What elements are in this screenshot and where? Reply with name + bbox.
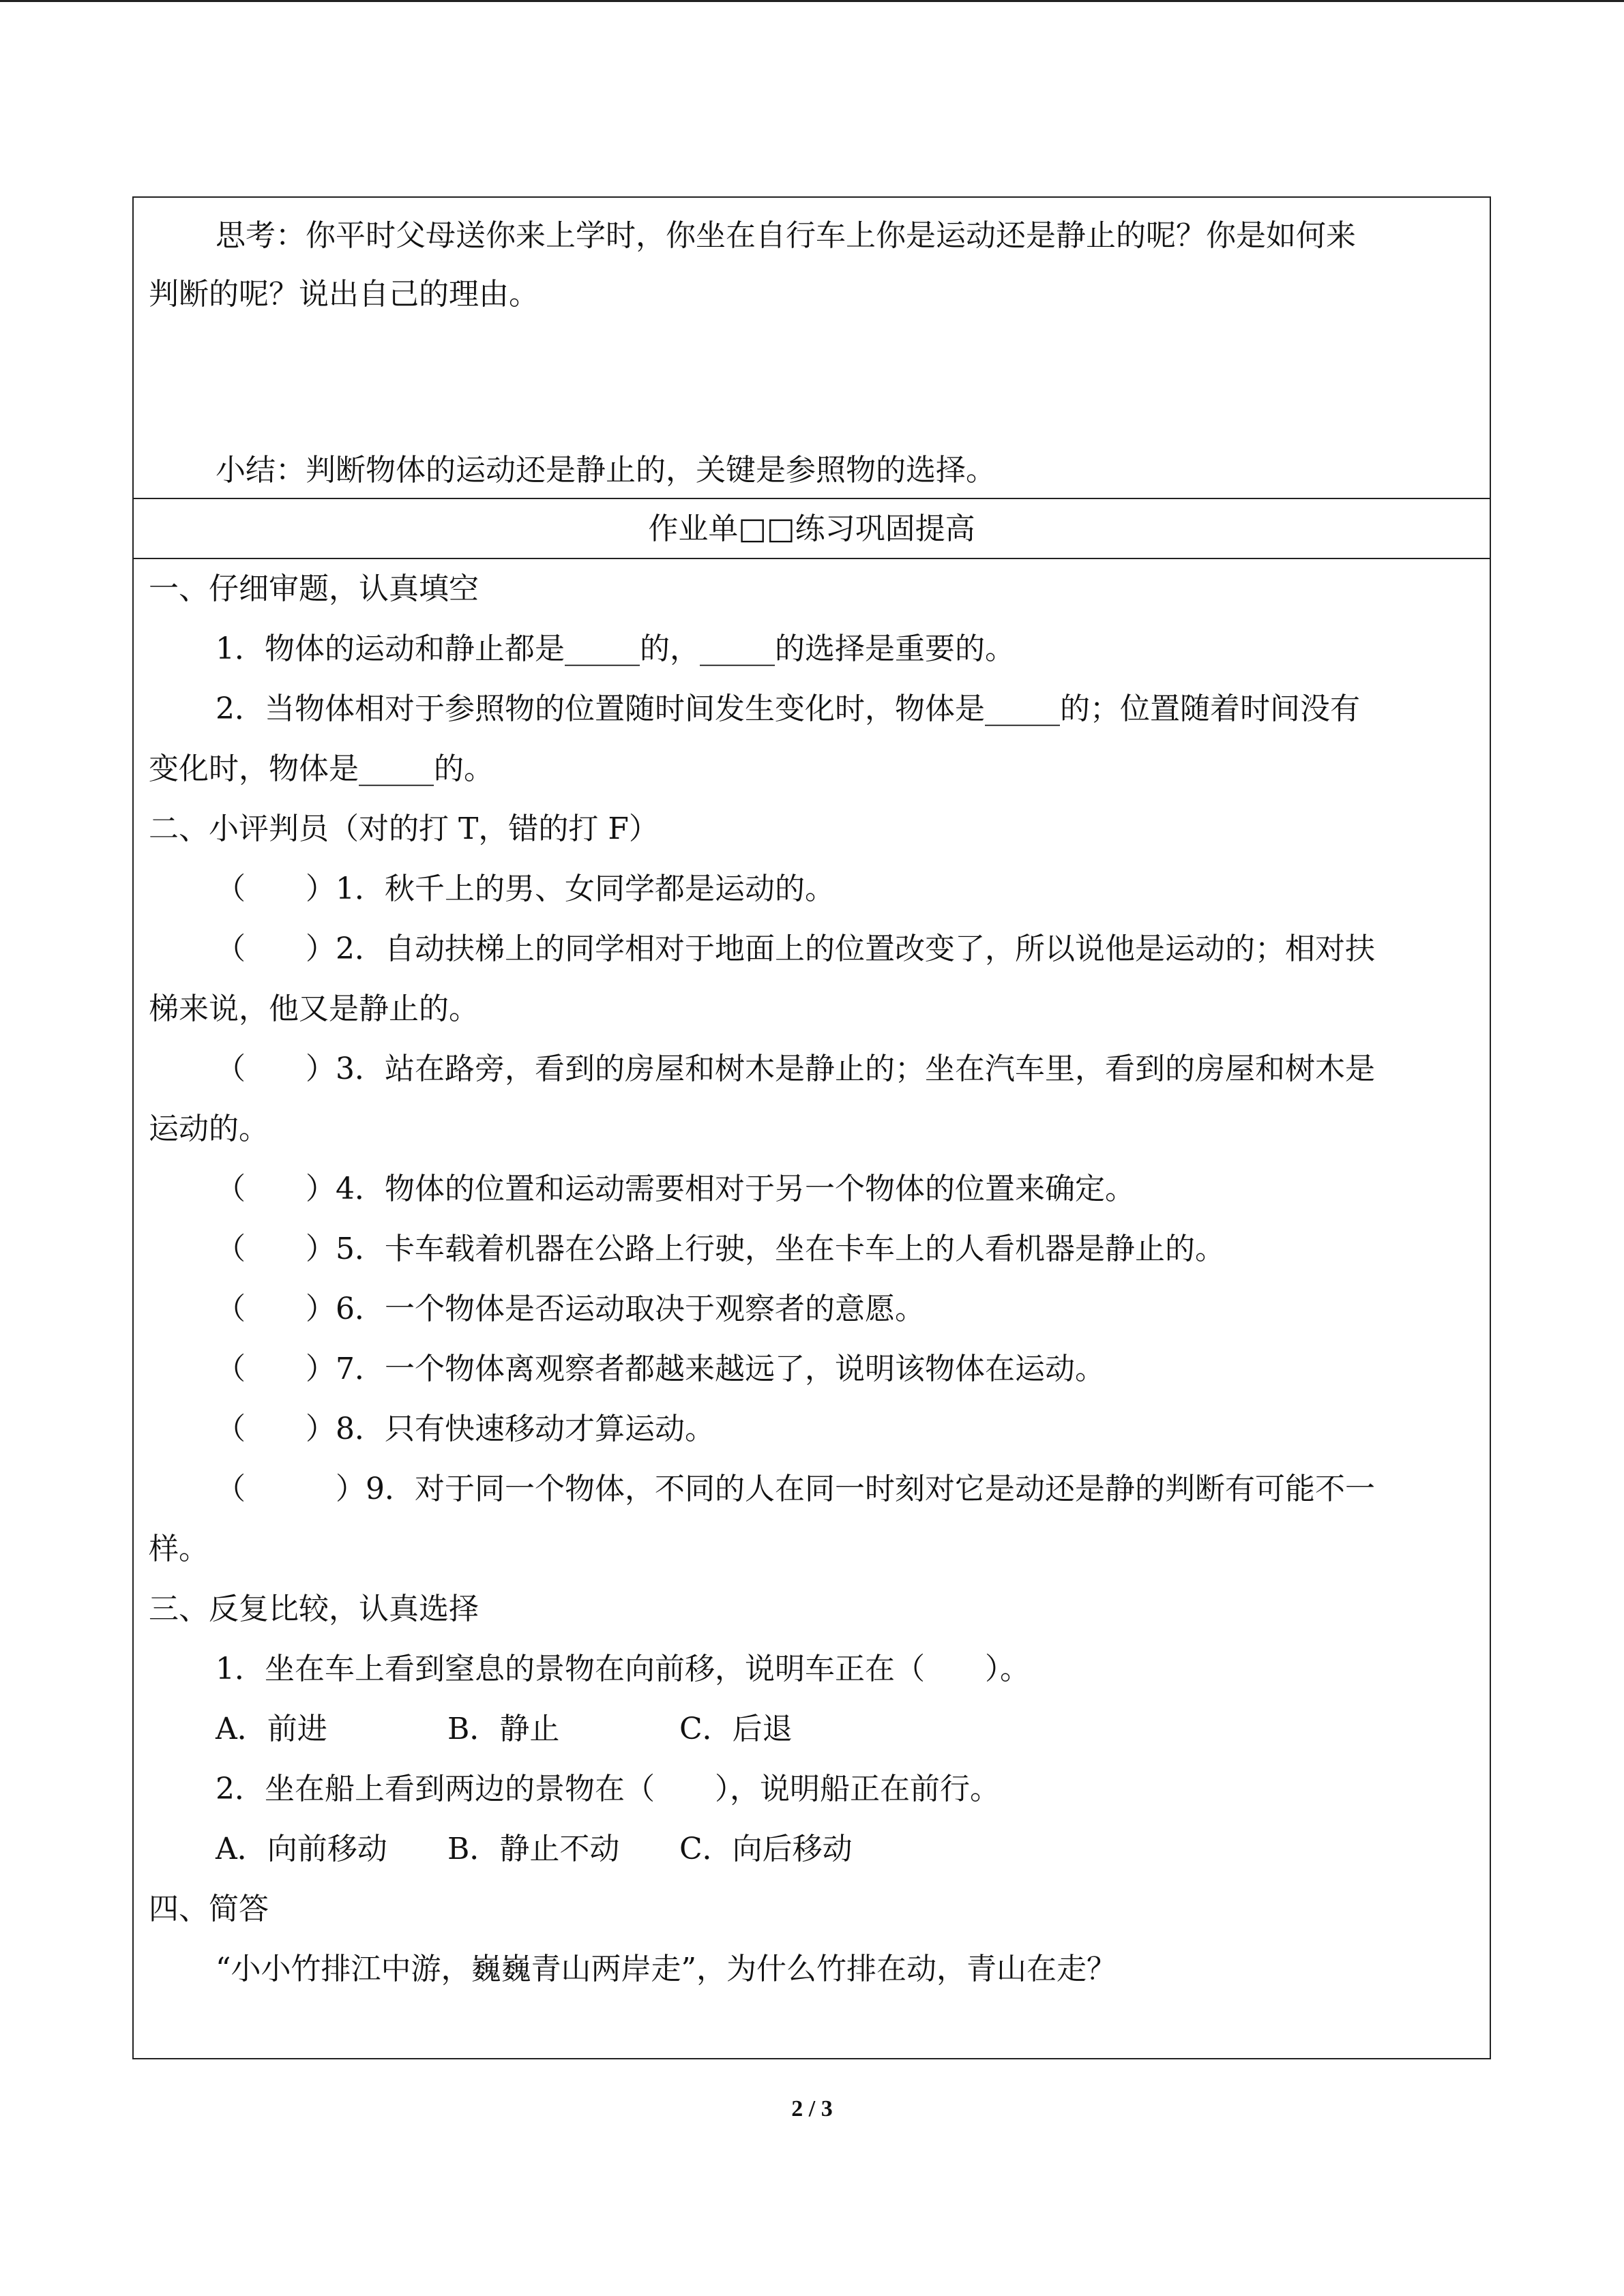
section2-heading: 二、小评判员（对的打 T，错的打 F） — [149, 811, 659, 846]
section1-heading: 一、仔细审题，认真填空 — [149, 571, 479, 606]
fill-blank-question-2-line-2: 变化时，物体是_____的。 — [149, 751, 494, 786]
choice-question-2-option-b: B．静止不动 — [447, 1832, 620, 1866]
choice-question-1-option-b: B．静止 — [447, 1712, 560, 1746]
summary-text: 小结：判断物体的运动还是静止的，关键是参照物的选择。 — [216, 453, 996, 488]
choice-question-1: 1．坐在车上看到窒息的景物在向前移，说明车正在（ ）。 — [216, 1652, 1030, 1686]
thinking-question-line-2: 判断的呢？说出自己的理由。 — [149, 277, 539, 312]
judge-item-3-line-1: （ ）3．站在路旁，看到的房屋和树木是静止的；坐在汽车里，看到的房屋和树木是 — [216, 1052, 1375, 1086]
worksheet-table — [132, 196, 1491, 2059]
thinking-cell — [134, 198, 1490, 499]
judge-item-1: （ ）1．秋千上的男、女同学都是运动的。 — [216, 871, 835, 906]
choice-question-2-option-c: C．向后移动 — [679, 1832, 853, 1866]
section4-heading: 四、简答 — [149, 1892, 269, 1926]
judge-item-9-line-2: 样。 — [149, 1532, 209, 1566]
judge-item-2-line-1: （ ）2．自动扶梯上的同学相对于地面上的位置改变了，所以说他是运动的；相对扶 — [216, 931, 1375, 966]
page-number: 2 / 3 — [791, 2096, 833, 2121]
fill-blank-question-1: 1．物体的运动和静止都是_____的，_____的选择是重要的。 — [216, 631, 1015, 666]
judge-item-7: （ ）7．一个物体离观察者都越来越远了，说明该物体在运动。 — [216, 1352, 1105, 1386]
short-answer-question-1: “小小竹排江中游，巍巍青山两岸走”，为什么竹排在动，青山在走？ — [216, 1952, 1117, 1986]
judge-item-6: （ ）6．一个物体是否运动取决于观察者的意愿。 — [216, 1292, 925, 1326]
section3-heading: 三、反复比较，认真选择 — [149, 1592, 479, 1626]
judge-item-3-line-2: 运动的。 — [149, 1112, 269, 1146]
choice-question-1-option-c: C．后退 — [679, 1712, 793, 1746]
exercises-cell — [134, 559, 1490, 2059]
judge-item-2-line-2: 梯来说，他又是静止的。 — [149, 992, 479, 1026]
judge-item-5: （ ）5．卡车载着机器在公路上行驶，坐在卡车上的人看机器是静止的。 — [216, 1232, 1225, 1266]
top-border-line — [0, 0, 1624, 2]
thinking-question-line-1: 思考：你平时父母送你来上学时，你坐在自行车上你是运动还是静止的呢？你是如何来 — [216, 218, 1356, 253]
worksheet-title-cell — [134, 499, 1490, 559]
worksheet-title: 作业单□□练习巩固提高 — [648, 511, 975, 546]
judge-item-8: （ ）8．只有快速移动才算运动。 — [216, 1412, 715, 1446]
choice-question-1-option-a: A．前进 — [216, 1712, 327, 1746]
judge-item-9-line-1: （ ）9．对于同一个物体，不同的人在同一时刻对它是动还是静的判断有可能不一 — [216, 1472, 1375, 1506]
fill-blank-question-2-line-1: 2．当物体相对于参照物的位置随时间发生变化时，物体是_____的；位置随着时间没有 — [216, 691, 1360, 726]
choice-question-2: 2．坐在船上看到两边的景物在（ ），说明船正在前行。 — [216, 1772, 1000, 1806]
choice-question-2-option-a: A．向前移动 — [216, 1832, 387, 1866]
judge-item-4: （ ）4．物体的位置和运动需要相对于另一个物体的位置来确定。 — [216, 1172, 1135, 1206]
